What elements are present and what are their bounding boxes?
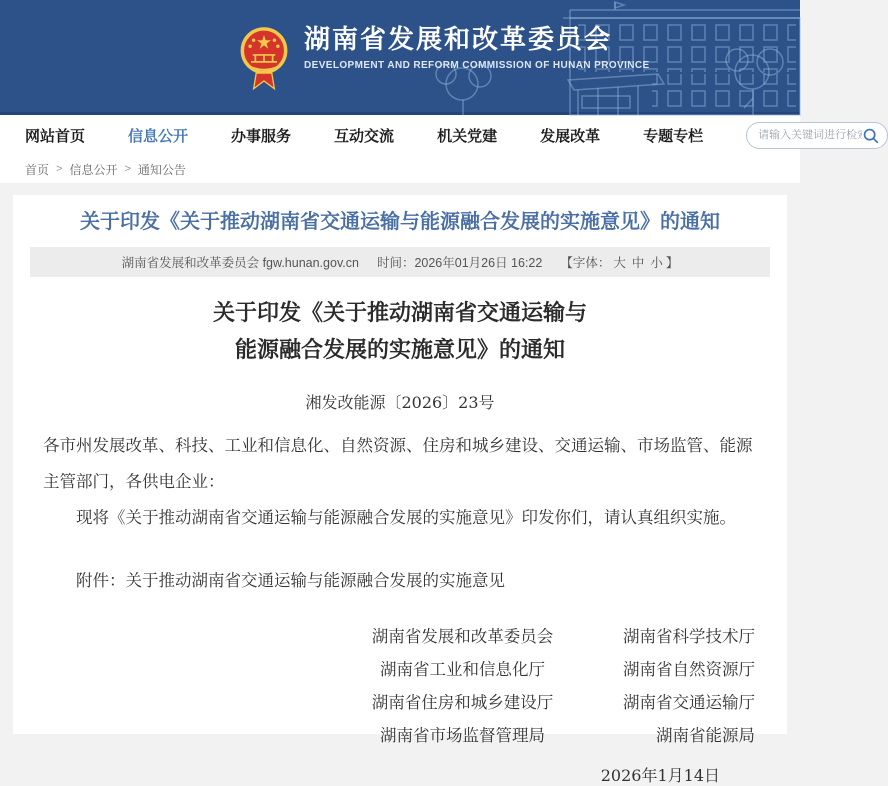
breadcrumb-info-disclosure[interactable]: 信息公开 — [69, 162, 118, 177]
signature-row — [13, 654, 787, 687]
nav-item-party-building[interactable]: 机关党建 — [437, 127, 498, 145]
font-size-medium-button[interactable]: 中 — [631, 256, 645, 270]
breadcrumb-separator: > — [56, 163, 63, 175]
article-time-label: 时间： — [376, 256, 415, 270]
font-size-label: 【字体： — [560, 256, 611, 270]
main-nav — [0, 115, 800, 155]
font-size-label-end: 】 — [665, 256, 679, 270]
nav-item-interaction[interactable]: 互动交流 — [334, 127, 395, 145]
nav-item-services[interactable]: 办事服务 — [231, 127, 292, 145]
breadcrumb-home[interactable]: 首页 — [25, 162, 50, 177]
org-name-english: DEVELOPMENT AND REFORM COMMISSION OF HUNAN PROVINCE — [304, 60, 650, 71]
site-logo — [238, 22, 650, 100]
signer-name: 湖南省市场监督管理局 — [380, 727, 545, 745]
document-title-line1: 关于印发《关于推动湖南省交通运输与 — [212, 300, 587, 325]
document-title-line2: 能源融合发展的实施意见》的通知 — [234, 337, 565, 362]
search-icon[interactable] — [862, 127, 879, 144]
signature-row — [13, 621, 787, 654]
paragraph-recipients: 各市州发展改革、科技、工业和信息化、自然资源、住房和城乡建设、交通运输、市场监管、能源主管部门，各供电企业： — [43, 437, 753, 491]
site-banner — [0, 0, 800, 115]
document-body — [13, 428, 787, 599]
signature-row — [13, 720, 787, 753]
nav-item-info-disclosure[interactable]: 信息公开 — [128, 127, 189, 145]
nav-item-special-topics[interactable]: 专题专栏 — [643, 127, 704, 145]
signature-row — [13, 687, 787, 720]
signer-name: 湖南省发展和改革委员会 — [371, 628, 554, 646]
signature-block — [13, 621, 787, 753]
breadcrumb — [0, 155, 800, 183]
breadcrumb-current: 通知公告 — [137, 162, 186, 177]
article-meta-bar — [30, 247, 770, 277]
signer-name: 湖南省能源局 — [656, 727, 755, 745]
document-date: 2026年1月14日 — [600, 766, 720, 785]
nav-item-development-reform[interactable]: 发展改革 — [540, 127, 601, 145]
signer-name: 湖南省科学技术厅 — [623, 628, 755, 646]
font-size-large-button[interactable]: 大 — [613, 256, 626, 270]
nav-item-home[interactable]: 网站首页 — [25, 127, 86, 145]
paragraph-body: 现将《关于推动湖南省交通运输与能源融合发展的实施意见》印发你们，请认真组织实施。 — [76, 509, 736, 527]
article-time: 2026年01月26日 16:22 — [414, 256, 543, 270]
signer-name: 湖南省工业和信息化厅 — [380, 661, 545, 679]
font-size-small-button[interactable]: 小 — [650, 256, 663, 270]
page-title: 关于印发《关于推动湖南省交通运输与能源融合发展的实施意见》的通知 — [80, 211, 720, 233]
article-card — [13, 195, 787, 785]
search-input[interactable] — [758, 129, 862, 141]
org-name: 湖南省发展和改革委员会 — [304, 24, 613, 54]
document-number: 湘发改能源〔2026〕23号 — [305, 393, 495, 412]
search-box — [746, 122, 888, 149]
attachment-line: 附件：关于推动湖南省交通运输与能源融合发展的实施意见 — [76, 572, 505, 590]
signer-name: 湖南省住房和城乡建设厅 — [371, 694, 554, 712]
signer-name: 湖南省交通运输厅 — [623, 694, 755, 712]
document-title — [13, 294, 787, 368]
signer-name: 湖南省自然资源厅 — [623, 661, 755, 679]
article-source: 湖南省发展和改革委员会 fgw.hunan.gov.cn — [121, 256, 359, 270]
national-emblem-icon — [238, 22, 290, 100]
breadcrumb-separator: > — [124, 163, 131, 175]
page-background — [0, 183, 800, 785]
